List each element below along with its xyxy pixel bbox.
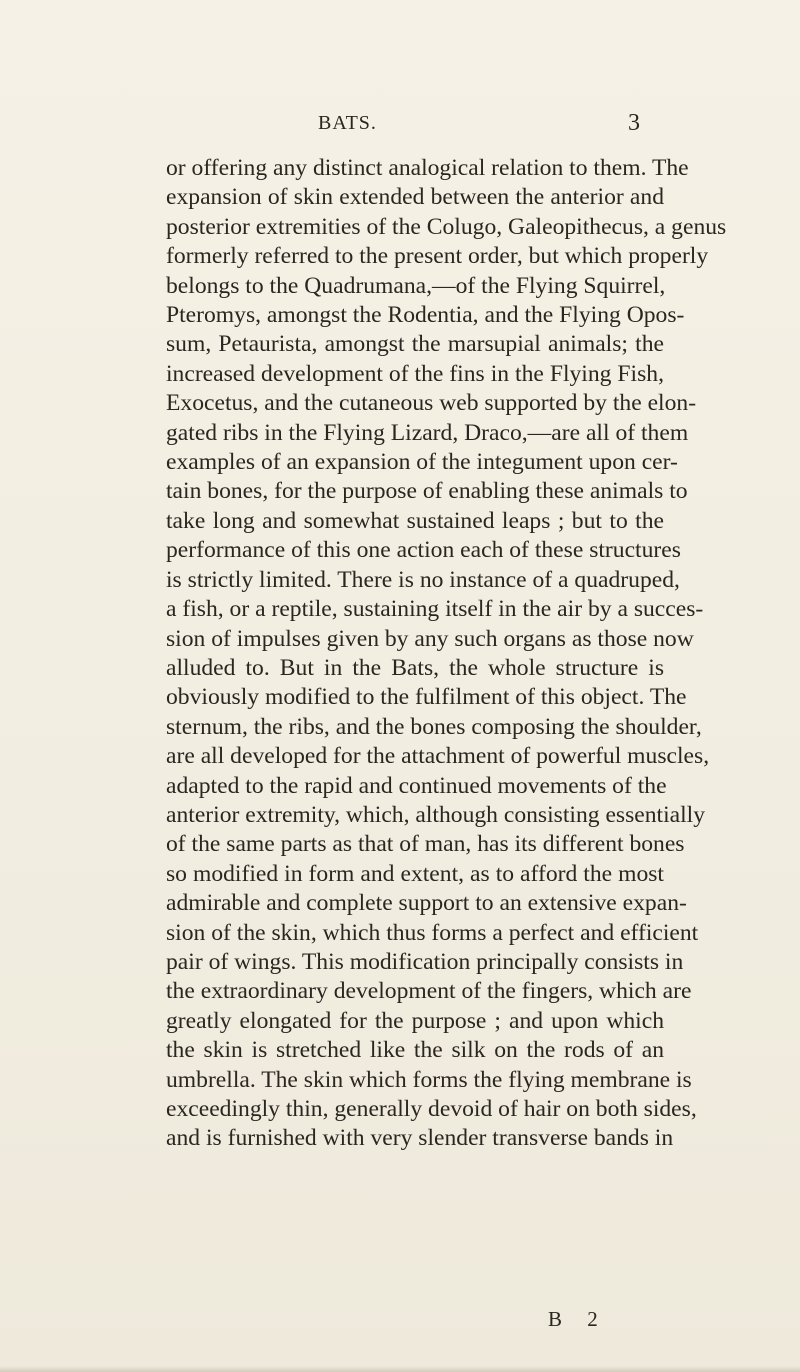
text-line: is strictly limited. There is no instance of a quadruped, xyxy=(166,566,680,593)
text-line: the extraordinary development of the fingers, which are xyxy=(166,978,692,1005)
text-line: expansion of skin extended between the anterior and xyxy=(166,184,664,211)
text-line: or offering any distinct analogical relation to them. The xyxy=(166,155,689,181)
text-line: sion of impulses given by any such organs as those now xyxy=(166,625,694,652)
text-line: Pteromys, amongst the Rodentia, and the Flying Opos- xyxy=(166,302,685,329)
text-line: the skin is stretched like the silk on the rods of an xyxy=(166,1037,664,1064)
running-header xyxy=(0,112,800,142)
body-text xyxy=(166,154,727,1154)
text-line: sternum, the ribs, and the bones composing the shoulder, xyxy=(166,713,702,740)
text-line: performance of this one action each of these structures xyxy=(166,537,681,564)
text-line: sion of the skin, which thus forms a perfect and efficient xyxy=(166,919,699,946)
text-line: posterior extremities of the Colugo, Galeopithecus, a genus xyxy=(166,213,727,240)
text-line: admirable and complete support to an extensive expan- xyxy=(166,890,687,917)
text-line: so modified in form and extent, as to afford the most xyxy=(166,860,664,887)
text-line: of the same parts as that of man, has its different bones xyxy=(166,831,685,858)
text-line: take long and somewhat sustained leaps ; but to the xyxy=(166,507,664,534)
text-line: belongs to the Quadrumana,—of the Flying Squirrel, xyxy=(166,272,666,299)
text-line: increased development of the fins in the Flying Fish, xyxy=(166,360,664,387)
running-title: BATS. xyxy=(318,112,377,134)
text-line: alluded to. But in the Bats, the whole structure is xyxy=(166,654,664,681)
text-line: exceedingly thin, generally devoid of hair on both sides, xyxy=(166,1096,697,1122)
text-line: pair of wings. This modification principally consists in xyxy=(166,948,684,975)
text-line: and is furnished with very slender transverse bands in xyxy=(166,1125,674,1152)
text-line: are all developed for the attachment of powerful muscles, xyxy=(166,743,710,770)
text-line: a fish, or a reptile, sustaining itself in the air by a succes- xyxy=(166,596,704,623)
page-bottom-edge xyxy=(0,1366,800,1372)
text-line: Exocetus, and the cutaneous web supported by the elon- xyxy=(166,390,697,417)
text-line: sum, Petaurista, amongst the marsupial animals; the xyxy=(166,331,664,358)
text-line: anterior extremity, which, although consisting essentially xyxy=(166,801,706,828)
text-line: gated ribs in the Flying Lizard, Draco,—are all of them xyxy=(166,419,689,446)
text-line: formerly referred to the present order, but which properly xyxy=(166,243,709,270)
signature-mark: B 2 xyxy=(548,1307,608,1331)
text-line: umbrella. The skin which forms the flying membrane is xyxy=(166,1066,692,1093)
text-line: obviously modified to the fulfilment of this object. The xyxy=(166,684,687,711)
text-line: tain bones, for the purpose of enabling these animals to xyxy=(166,478,688,505)
page-number: 3 xyxy=(628,110,640,136)
text-line: adapted to the rapid and continued movements of the xyxy=(166,772,667,799)
text-line: examples of an expansion of the integument upon cer- xyxy=(166,449,678,476)
text-line: greatly elongated for the purpose ; and upon which xyxy=(166,1007,664,1034)
